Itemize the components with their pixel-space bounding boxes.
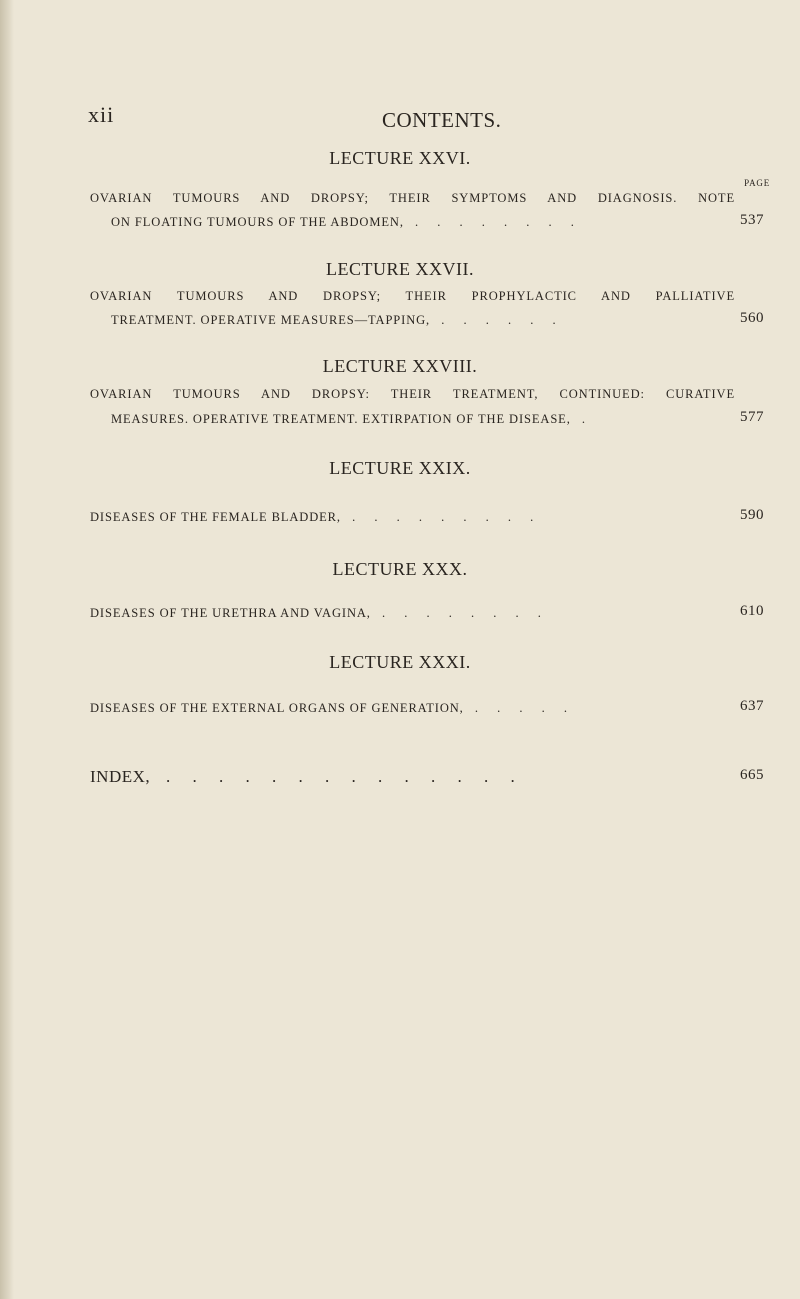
entry-line [111, 214, 735, 230]
lecture-heading: LECTURE XXVIII. [322, 356, 478, 376]
running-title: CONTENTS. [382, 108, 502, 132]
page-reference: 560 [740, 310, 764, 326]
entry-line-text: ON FLOATING TUMOURS OF THE ABDOMEN, [111, 215, 404, 229]
index-label: INDEX, [90, 767, 151, 786]
entry-line [90, 605, 735, 621]
page-column-label: PAGE [744, 178, 770, 188]
lecture-heading: LECTURE XXX. [332, 559, 468, 579]
entry-line: OVARIAN TUMOURS AND DROPSY; THEIR SYMPTOMS AND DIAGNOSIS. NOTE [90, 191, 735, 205]
page-number: xii [88, 102, 115, 127]
dot-leaders: . . . . . . . . [403, 215, 582, 229]
entry-line: OVARIAN TUMOURS AND DROPSY: THEIR TREATMENT, CONTINUED: CURATIVE [90, 387, 735, 401]
entry-line-text: DISEASES OF THE EXTERNAL ORGANS OF GENERATION, [90, 701, 464, 715]
dot-leaders: . . . . . [463, 701, 575, 715]
entry-line: OVARIAN TUMOURS AND DROPSY; THEIR PROPHYLACTIC AND PALLIATIVE [90, 289, 735, 303]
lecture-heading: LECTURE XXVI. [329, 148, 471, 168]
page-reference: 537 [740, 212, 764, 228]
entry-line [90, 509, 735, 525]
entry-line-text: MEASURES. OPERATIVE TREATMENT. EXTIRPATION OF THE DISEASE, [111, 412, 571, 426]
page-reference: 590 [740, 507, 764, 523]
entry-line-text: TREATMENT. OPERATIVE MEASURES—TAPPING, [111, 313, 431, 327]
page-reference: 610 [740, 603, 764, 619]
dot-leaders: . . . . . . . . . . . . . . [166, 767, 524, 786]
lecture-heading: LECTURE XXIX. [329, 458, 471, 478]
entry-line [111, 411, 735, 427]
page-reference: 637 [740, 698, 764, 714]
page-reference: 665 [740, 767, 764, 783]
page-binding-edge [0, 0, 14, 1299]
dot-leaders: . . . . . . . . [370, 606, 549, 620]
dot-leaders: . [570, 412, 593, 426]
page-reference: 577 [740, 409, 764, 425]
entry-line [111, 312, 735, 328]
entry-line-text: DISEASES OF THE URETHRA AND VAGINA, [90, 606, 371, 620]
entry-line-text: DISEASES OF THE FEMALE BLADDER, [90, 510, 341, 524]
lecture-heading: LECTURE XXXI. [329, 652, 471, 672]
entry-line [90, 700, 735, 716]
dot-leaders: . . . . . . [430, 313, 564, 327]
lecture-heading: LECTURE XXVII. [326, 259, 474, 279]
dot-leaders: . . . . . . . . . [340, 510, 542, 524]
